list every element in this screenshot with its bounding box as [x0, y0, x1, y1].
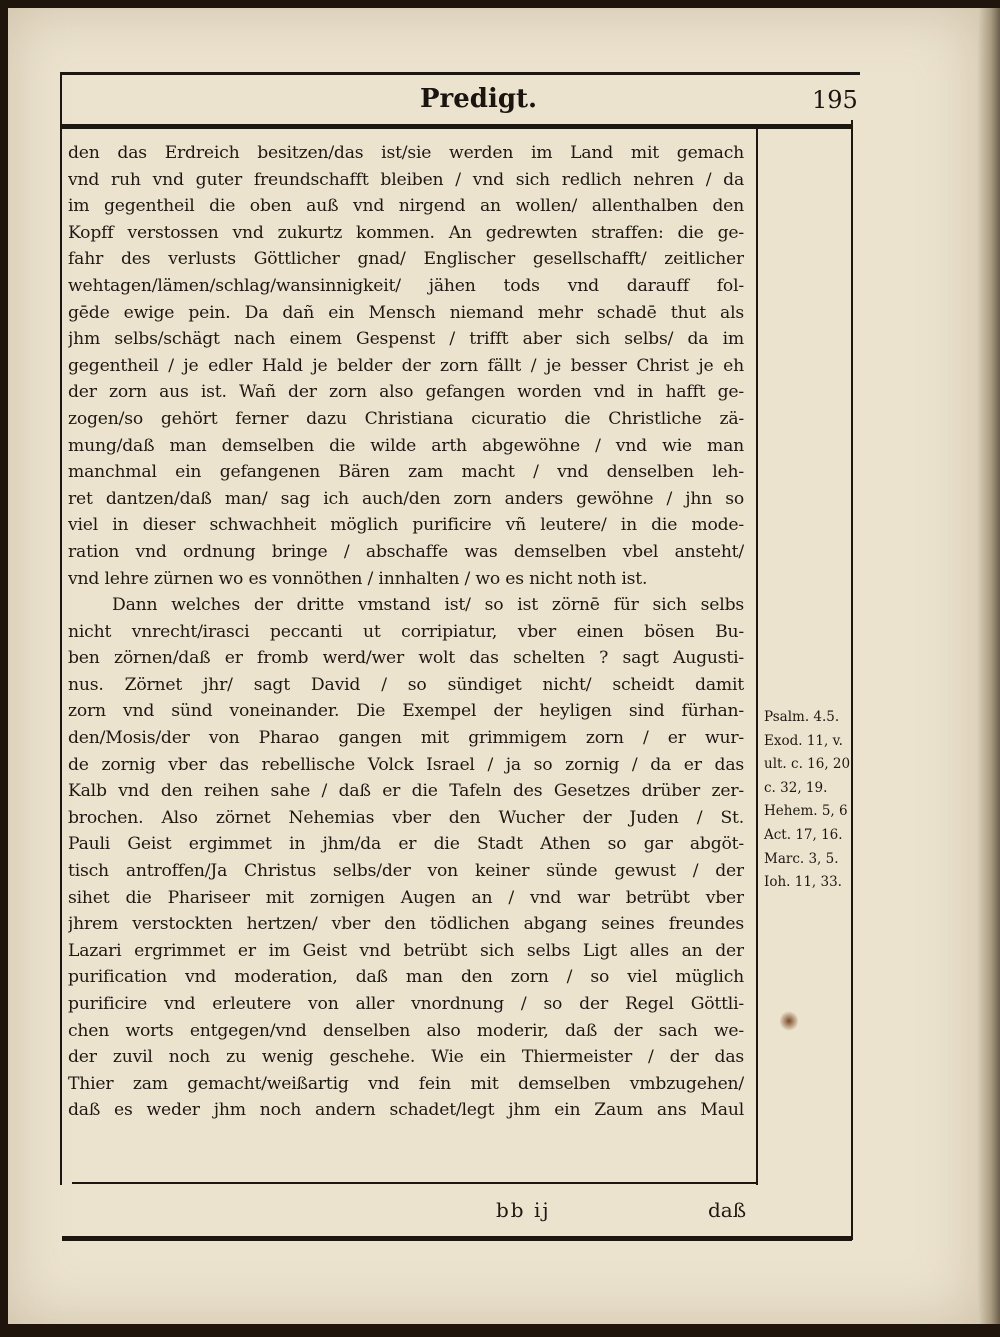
text-line: der zuvil noch zu wenig geschehe. Wie ein Thiermeister / der das — [68, 1047, 744, 1068]
text-line: zogen/so gehört ferner dazu Christiana cicuratio die Christliche zä- — [68, 408, 744, 429]
text-line: purification vnd moderation, daß man den zorn / so viel müglich — [68, 967, 744, 988]
text-line: sihet die Phariseer mit zornigen Augen an / vnd war betrübt vber — [68, 887, 744, 908]
text-block-bottom-rule — [72, 1182, 756, 1184]
text-line: gēde ewige pein. Da dañ ein Mensch niemand mehr schadē thut als — [68, 302, 744, 323]
running-head: Predigt. — [420, 84, 538, 114]
text-line: vnd lehre zürnen wo es vonnöthen / innhalten / wo es nicht noth ist. — [68, 568, 648, 589]
text-line: Kopff verstossen vnd zukurtz kommen. An gedrewten straffen: die ge- — [68, 222, 744, 243]
frame-line-margin-edge — [851, 120, 853, 1240]
text-line: manchmal ein gefangenen Bären zam macht / vnd denselben leh- — [68, 462, 744, 483]
marginal-notes — [764, 706, 854, 895]
ink-stain — [780, 1010, 798, 1032]
text-line: jhm selbs/schägt nach einem Gespenst / trifft aber sich selbs/ da im — [68, 329, 744, 350]
text-line: den das Erdreich besitzen/das ist/sie werden im Land mit gemach — [68, 143, 744, 163]
text-line: fahr des verlusts Göttlicher gnad/ Englischer gesellschafft/ zeitlicher — [68, 249, 744, 270]
header-rule-bottom — [62, 124, 852, 129]
frame-line-left — [60, 75, 62, 1185]
text-line: vnd ruh vnd guter freundschafft bleiben / vnd sich redlich nehren / da — [68, 169, 744, 190]
text-line: nus. Zörnet jhr/ sagt David / so sündiget nicht/ scheidt damit — [68, 674, 744, 695]
catchword: daß — [708, 1198, 747, 1222]
text-line: Dann welches der dritte vmstand ist/ so ist zörnē für sich selbs — [112, 595, 744, 616]
text-line: im gegentheil die oben auß vnd nirgend an wollen/ allenthalben den — [68, 196, 744, 217]
text-line: brochen. Also zörnet Nehemias vber den Wucher der Juden / St. — [68, 807, 744, 828]
text-line: nicht vnrecht/irasci peccanti ut corripiatur, vber einen bösen Bu- — [68, 621, 744, 642]
text-line: Thier zam gemacht/weißartig vnd fein mit demselben vmbzugehen/ — [68, 1073, 744, 1094]
text-line: gegentheil / je edler Hald je belder der zorn fällt / je besser Christ je eh — [68, 355, 744, 376]
marginal-note: Act. 17, 16. — [764, 826, 843, 843]
body-text — [68, 140, 744, 1124]
text-line: zorn vnd sünd voneinander. Die Exempel der heyligen sind fürhan- — [68, 701, 744, 722]
text-line: tisch antroffen/Ja Christus selbs/der von keiner sünde gewust / der — [68, 861, 744, 882]
marginal-note: ult. c. 16, 20 — [764, 756, 851, 773]
text-line: mung/daß man demselben die wilde arth abgewöhne / vnd wie man — [68, 435, 744, 456]
text-line: ret dantzen/daß man/ sag ich auch/den zorn anders gewöhne / jhn so — [68, 488, 744, 509]
text-line: Kalb vnd den reihen sahe / daß er die Tafeln des Gesetzes drüber zer- — [68, 781, 744, 802]
marginal-note: c. 32, 19. — [764, 779, 828, 796]
text-line: daß es weder jhm noch andern schadet/legt jhm ein Zaum ans Maul — [68, 1100, 744, 1121]
frame-line-text-edge — [756, 129, 758, 1185]
text-line: de zornig vber das rebellische Volck Israel / ja so zornig / da er das — [68, 754, 744, 775]
marginal-note: Psalm. 4.5. — [764, 709, 840, 725]
text-line: Pauli Geist ergimmet in jhm/da er die Stadt Athen so gar abgöt- — [68, 834, 744, 855]
text-line: den/Mosis/der von Pharao gangen mit grimmigem zorn / er wur- — [68, 728, 744, 749]
text-line: ration vnd ordnung bringe / abschaffe was demselben vbel ansteht/ — [68, 541, 744, 562]
marginal-note: Exod. 11, v. — [764, 732, 843, 749]
marginal-note: Hehem. 5, 6 — [764, 803, 848, 820]
marginal-note: Ioh. 11, 33. — [764, 874, 842, 891]
header-rule-top — [60, 72, 860, 75]
text-line: jhrem verstockten hertzen/ vber den tödlichen abgang seines freundes — [68, 914, 744, 935]
signature-mark: bb ij — [496, 1198, 551, 1222]
text-line: viel in dieser schwachheit möglich purificire vñ leutere/ in die mode- — [68, 515, 744, 536]
text-line: ben zörnen/daß er fromb werd/wer wolt das schelten ? sagt Augusti- — [68, 648, 744, 669]
text-line: purificire vnd erleutere von aller vnordnung / so der Regel Göttli- — [68, 994, 744, 1014]
footer-rule — [62, 1236, 852, 1241]
text-line: wehtagen/lämen/schlag/wansinnigkeit/ jähen tods vnd darauff fol- — [68, 275, 744, 296]
text-line: chen worts entgegen/vnd denselben also moderir, daß der sach we- — [68, 1020, 744, 1041]
text-line: der zorn aus ist. Wañ der zorn also gefangen worden vnd in hafft ge- — [68, 382, 744, 403]
page-edge — [978, 8, 1000, 1324]
page-number: 195 — [812, 86, 858, 114]
marginal-note: Marc. 3, 5. — [764, 850, 839, 867]
text-line: Lazari ergrimmet er im Geist vnd betrübt sich selbs Ligt alles an der — [68, 940, 744, 961]
